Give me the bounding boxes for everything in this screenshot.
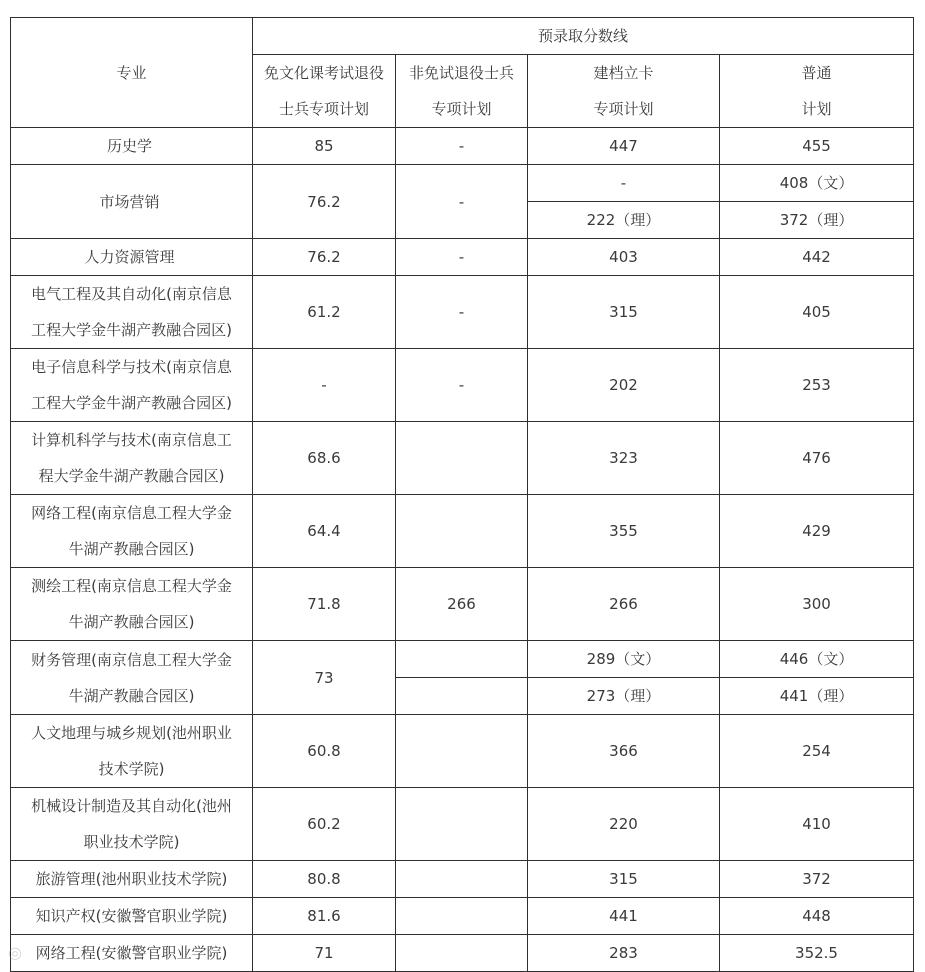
table-row (11, 935, 914, 972)
major-name: 旅游管理(池州职业技术学院) (35, 870, 228, 888)
score-cell (396, 788, 528, 861)
header-col1-line: 士兵专项计划 (278, 100, 369, 118)
major-name-line: 工程大学金牛湖产教融合园区) (31, 394, 232, 412)
major-cell (11, 422, 253, 495)
score-cell: 76.2 (253, 239, 396, 276)
score-cell: 455 (720, 128, 914, 165)
score-cell: 300 (720, 568, 914, 641)
header-col1-line: 免文化课考试退役 (263, 64, 384, 82)
major-name-line: 财务管理(南京信息工程大学金 (31, 650, 232, 669)
score-cell (396, 715, 528, 788)
header-col4-line: 计划 (801, 100, 832, 118)
score-cell: 220 (528, 788, 720, 861)
score-cell: 202 (528, 349, 720, 422)
score-cell: 80.8 (253, 861, 396, 898)
major-name-line: 电气工程及其自动化(南京信息 (31, 285, 232, 303)
major-name-line: 测绘工程(南京信息工程大学金 (31, 577, 232, 595)
table-row (11, 641, 914, 678)
major-cell (11, 239, 253, 276)
major-name-line: 牛湖产教融合园区) (68, 540, 195, 558)
header-group (253, 18, 914, 55)
score-cell (396, 641, 528, 678)
major-name: 网络工程(安徽警官职业学院) (35, 944, 228, 962)
major-name-line: 牛湖产教融合园区) (68, 613, 195, 631)
score-cell (396, 678, 528, 715)
score-cell: 372（理） (720, 202, 914, 239)
table-row (11, 165, 914, 202)
score-cell: 476 (720, 422, 914, 495)
major-name-line: 电子信息科学与技术(南京信息 (31, 358, 232, 376)
score-cell (396, 422, 528, 495)
table-row (11, 276, 914, 349)
score-cell: 441（理） (720, 678, 914, 715)
major-cell (11, 128, 253, 165)
score-cell: 60.8 (253, 715, 396, 788)
score-cell: 254 (720, 715, 914, 788)
score-cell: 408（文） (720, 165, 914, 202)
score-cell: 76.2 (253, 165, 396, 239)
header-col4-line: 普通 (801, 64, 832, 82)
score-cell: 355 (528, 495, 720, 568)
major-cell (11, 349, 253, 422)
score-cell: 429 (720, 495, 914, 568)
score-cell: - (528, 165, 720, 202)
major-cell (11, 165, 253, 239)
score-cell: 222（理） (528, 202, 720, 239)
major-name: 知识产权(安徽警官职业学院) (35, 907, 228, 925)
header-row (11, 18, 914, 55)
header-col2-line: 非免试退役士兵 (408, 64, 514, 82)
table-row (11, 568, 914, 641)
major-name-line: 技术学院) (98, 760, 165, 778)
score-cell: 446（文） (720, 641, 914, 678)
table-row (11, 715, 914, 788)
score-cell: 448 (720, 898, 914, 935)
table-row (11, 422, 914, 495)
major-name-line: 机械设计制造及其自动化(池州 (31, 797, 232, 815)
score-cell: 352.5 (720, 935, 914, 972)
major-cell (11, 898, 253, 935)
table-row (11, 861, 914, 898)
major-name-line: 牛湖产教融合园区) (68, 686, 195, 705)
table-row (11, 128, 914, 165)
major-cell (11, 715, 253, 788)
score-cell: 410 (720, 788, 914, 861)
score-cell (396, 495, 528, 568)
header-col1 (253, 55, 396, 128)
major-name-line: 程大学金牛湖产教融合园区) (38, 467, 225, 485)
header-major-label: 专业 (116, 63, 147, 82)
admission-score-table (10, 17, 914, 972)
score-cell: 441 (528, 898, 720, 935)
table-row (11, 898, 914, 935)
score-cell: 315 (528, 861, 720, 898)
score-cell: 372 (720, 861, 914, 898)
header-major (11, 18, 253, 128)
score-cell: 85 (253, 128, 396, 165)
score-cell: 442 (720, 239, 914, 276)
score-cell: 266 (396, 568, 528, 641)
score-cell: 64.4 (253, 495, 396, 568)
table-row (11, 788, 914, 861)
major-cell (11, 935, 253, 972)
score-cell: 73 (253, 641, 396, 715)
score-cell: 289（文） (528, 641, 720, 678)
major-cell (11, 495, 253, 568)
score-cell: 71 (253, 935, 396, 972)
score-cell: - (396, 128, 528, 165)
score-cell: - (396, 349, 528, 422)
major-name-line: 工程大学金牛湖产教融合园区) (31, 321, 232, 339)
score-cell: 366 (528, 715, 720, 788)
score-cell (396, 935, 528, 972)
table-row (11, 349, 914, 422)
score-cell: 81.6 (253, 898, 396, 935)
major-name: 市场营销 (99, 192, 160, 211)
major-name: 人力资源管理 (84, 248, 175, 266)
score-cell: 266 (528, 568, 720, 641)
major-name-line: 计算机科学与技术(南京信息工 (31, 431, 232, 449)
score-cell: 61.2 (253, 276, 396, 349)
major-cell (11, 641, 253, 715)
score-cell: - (396, 165, 528, 239)
header-col2-line: 专项计划 (431, 100, 492, 118)
score-cell: 253 (720, 349, 914, 422)
major-name-line: 人文地理与城乡规划(池州职业 (31, 724, 232, 742)
header-col4 (720, 55, 914, 128)
score-cell: 283 (528, 935, 720, 972)
score-cell: - (396, 239, 528, 276)
score-cell: 71.8 (253, 568, 396, 641)
score-cell: 403 (528, 239, 720, 276)
score-cell: 60.2 (253, 788, 396, 861)
header-col3 (528, 55, 720, 128)
header-col3-line: 建档立卡 (593, 64, 654, 82)
table-row (11, 239, 914, 276)
score-cell: 315 (528, 276, 720, 349)
major-name-line: 网络工程(南京信息工程大学金 (31, 504, 232, 522)
score-cell: - (396, 276, 528, 349)
major-name: 历史学 (106, 137, 152, 155)
major-cell (11, 276, 253, 349)
score-cell: 68.6 (253, 422, 396, 495)
major-cell (11, 568, 253, 641)
major-cell (11, 861, 253, 898)
score-cell (396, 861, 528, 898)
table-row (11, 495, 914, 568)
score-cell: 447 (528, 128, 720, 165)
major-name-line: 职业技术学院) (83, 833, 180, 851)
score-cell: 273（理） (528, 678, 720, 715)
watermark-logo: ◎ (8, 943, 22, 962)
header-group-label: 预录取分数线 (538, 27, 629, 45)
score-cell (396, 898, 528, 935)
header-col3-line: 专项计划 (593, 100, 654, 118)
header-col2 (396, 55, 528, 128)
score-cell: - (253, 349, 396, 422)
score-cell: 405 (720, 276, 914, 349)
major-cell (11, 788, 253, 861)
score-cell: 323 (528, 422, 720, 495)
